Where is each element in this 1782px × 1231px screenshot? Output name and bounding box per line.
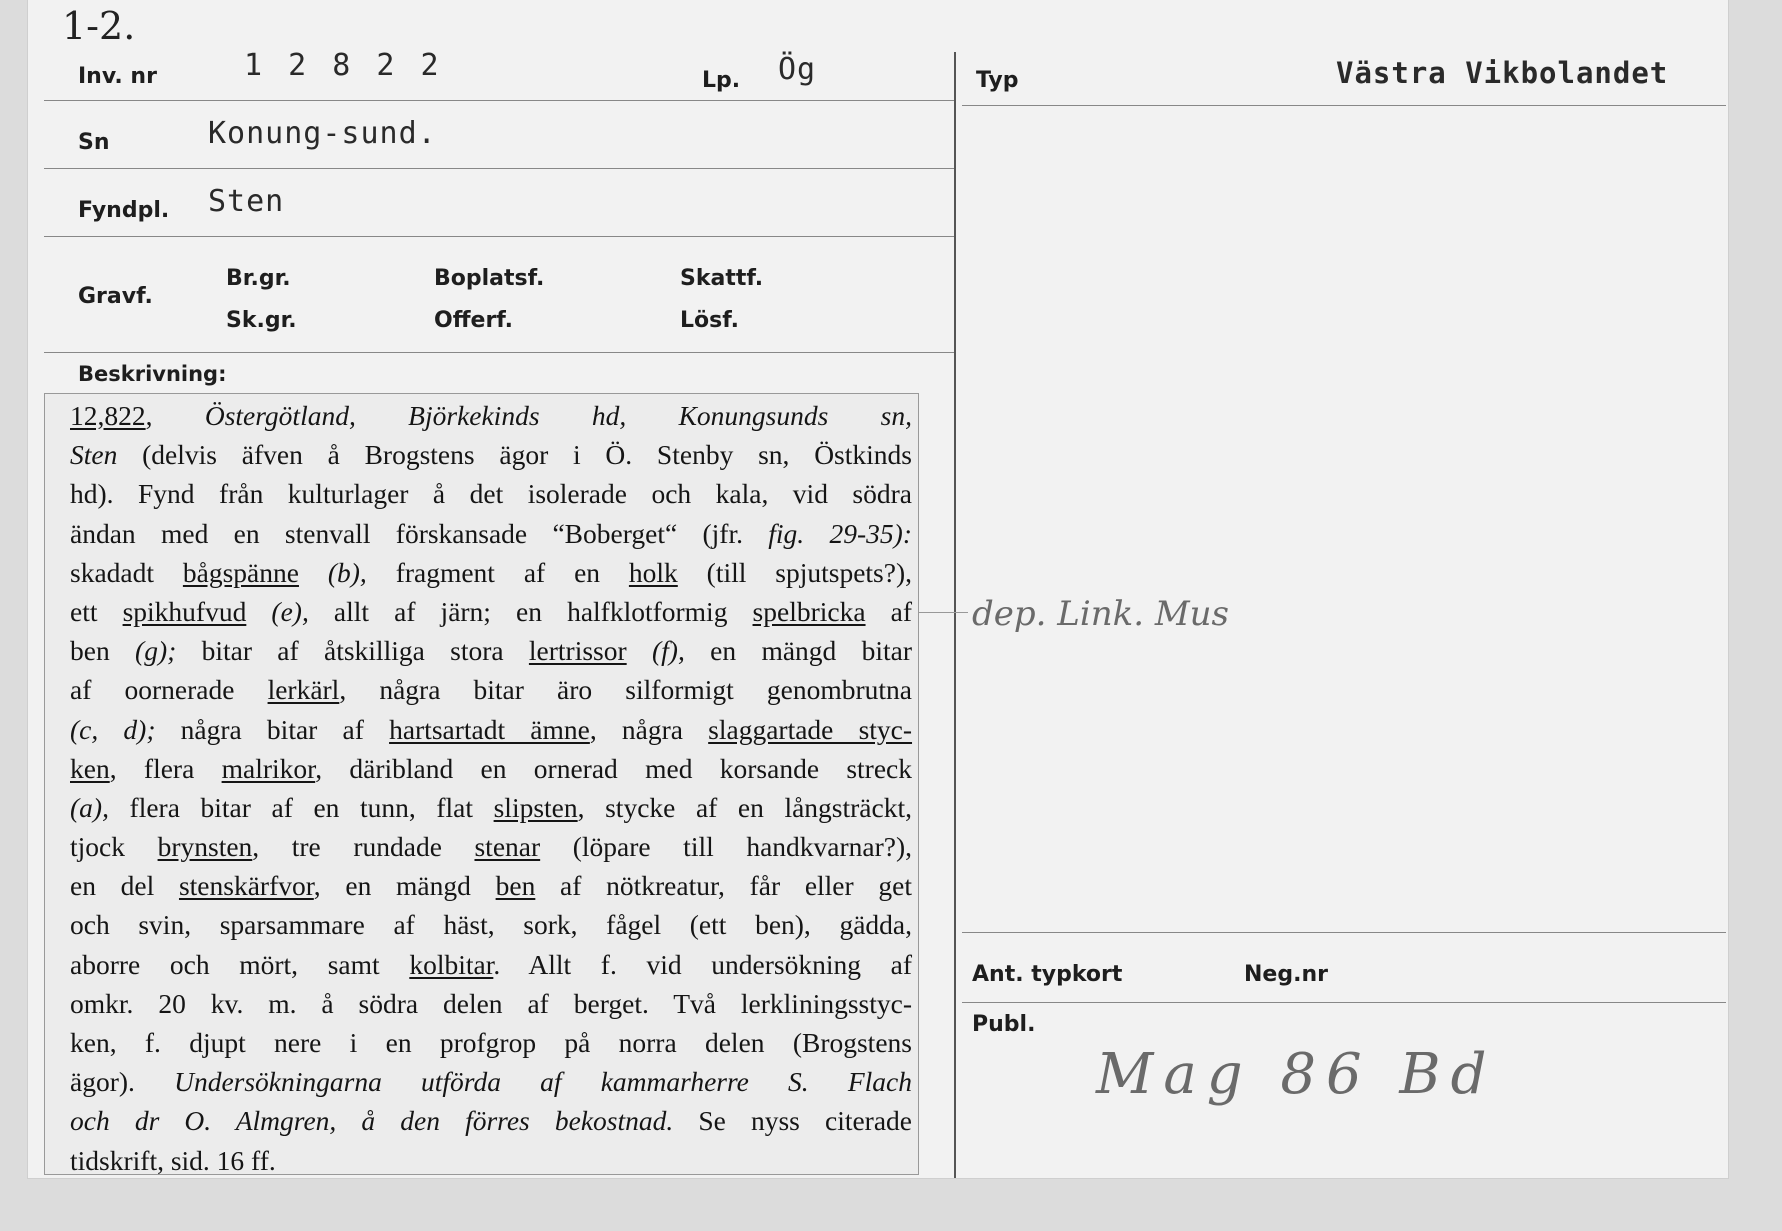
underlined-term: holk <box>628 556 678 588</box>
text-segment: tjock <box>70 831 158 863</box>
text-segment: hd). Fynd från kulturlager å det isolerade och kala, vid södra <box>70 478 912 510</box>
text-segment: (delvis äfven å Brogstens ägor i Ö. Stenby sn, Östkinds <box>117 439 912 471</box>
underlined-term: hartsartadt ämne <box>389 713 590 745</box>
description-line <box>70 827 912 866</box>
row-divider-2 <box>44 168 954 169</box>
ant-typkort-label: Ant. typkort <box>972 962 1123 987</box>
underlined-term: stenskärfvor <box>178 870 314 902</box>
description-line <box>70 514 912 553</box>
neg-nr-label: Neg.nr <box>1244 962 1328 987</box>
text-segment: aborre och mört, samt <box>70 948 410 980</box>
text-segment: , <box>145 400 205 431</box>
corner-note: 1-2. <box>62 4 136 48</box>
description-line <box>70 710 912 749</box>
skattf-label: Skattf. <box>680 266 764 291</box>
description-line <box>70 553 912 592</box>
text-segment: en mängd bitar <box>684 635 913 667</box>
description-line <box>70 631 912 670</box>
underlined-term: lerkärl <box>267 674 340 706</box>
text-segment: Undersökningarna utförda af kammarherre S. Flach <box>174 1066 912 1098</box>
text-segment: (b), <box>327 556 367 588</box>
text-segment: ändan med en stenvall förskansade “Boberget“ (jfr. <box>70 517 769 549</box>
underlined-term: spikhufvud <box>122 595 247 627</box>
underlined-term: 12,822 <box>70 400 146 431</box>
deposit-connector <box>918 612 968 613</box>
description-line <box>70 435 912 474</box>
underlined-term: brynsten <box>157 831 253 863</box>
deposit-note: dep. Link. Mus <box>972 594 1229 634</box>
text-segment: en del <box>70 870 179 902</box>
text-segment: (f), <box>652 635 685 667</box>
typ-label: Typ <box>976 68 1019 93</box>
underlined-term: bågspänne <box>182 556 299 588</box>
skgr-label: Sk.gr. <box>226 308 297 333</box>
text-segment: , flera <box>109 752 222 784</box>
description-line <box>70 749 912 788</box>
text-segment: , stycke af en långsträckt, <box>577 791 912 823</box>
text-segment: af nötkreatur, får eller get <box>535 870 912 902</box>
text-segment: Se nyss citerade <box>673 1105 912 1137</box>
description-line <box>70 670 912 709</box>
underlined-term: slipsten <box>493 791 578 823</box>
text-segment: , några bitar äro silformigt genombrutna <box>339 674 912 706</box>
text-segment: (e), <box>271 595 309 627</box>
text-segment: allt af järn; en halfklotformig <box>308 595 753 627</box>
text-segment: Sten <box>70 439 118 471</box>
text-segment: (till spjutspets?), <box>677 556 912 588</box>
text-segment: , en mängd <box>313 870 496 902</box>
text-segment: bitar af åtskilliga stora <box>176 635 529 667</box>
row-divider-1 <box>44 100 954 101</box>
text-segment <box>299 557 328 588</box>
description-line <box>70 866 912 905</box>
boplatsf-label: Boplatsf. <box>434 266 545 291</box>
text-segment: (löpare till handkvarnar?), <box>540 831 912 863</box>
description-line <box>70 396 912 435</box>
description-line <box>70 592 912 631</box>
text-segment: ett <box>70 595 123 627</box>
text-segment: fig. 29-35): <box>768 517 912 549</box>
text-segment: omkr. 20 kv. m. å södra delen af berget. Två lerkliningsstyc- <box>70 987 912 1019</box>
fyndpl-value: Sten <box>208 184 285 219</box>
text-segment: fragment af en <box>366 556 629 588</box>
text-segment: flera bitar af en tunn, flat <box>108 791 494 823</box>
underlined-term: lertrissor <box>528 635 627 667</box>
text-segment: af <box>865 595 912 627</box>
description-text <box>70 396 912 1180</box>
right-divider-1 <box>962 105 1726 106</box>
description-line <box>70 788 912 827</box>
description-line <box>70 1062 912 1101</box>
text-segment: Östergötland, Björkekinds hd, Konungsunds sn, <box>204 400 912 431</box>
publ-label: Publ. <box>972 1012 1036 1037</box>
text-segment: och dr O. Almgren, å den förres bekostnad. <box>70 1105 674 1137</box>
text-segment: , tre rundade <box>252 831 475 863</box>
lp-value: Ög <box>778 52 817 87</box>
lp-label: Lp. <box>702 68 741 93</box>
sn-label: Sn <box>78 130 110 155</box>
gravf-label: Gravf. <box>78 284 153 309</box>
text-segment: några bitar af <box>155 713 390 745</box>
inv-nr-label: Inv. nr <box>78 64 157 89</box>
text-segment: , däribland en ornerad med korsande streck <box>315 752 912 784</box>
inv-nr-value: 1 2 8 2 2 <box>244 48 443 83</box>
underlined-term: slaggartade styc- <box>708 713 913 745</box>
fyndpl-label: Fyndpl. <box>78 198 170 223</box>
offerf-label: Offerf. <box>434 308 514 333</box>
region-value: Västra Vikbolandet <box>1336 56 1669 90</box>
underlined-term: stenar <box>474 831 541 863</box>
description-line <box>70 905 912 944</box>
right-divider-2 <box>962 932 1726 933</box>
text-segment <box>627 635 652 666</box>
text-segment: (c, d); <box>70 713 156 745</box>
losf-label: Lösf. <box>680 308 739 333</box>
underlined-term: kolbitar <box>409 948 494 980</box>
text-segment: , några <box>589 713 709 745</box>
description-line <box>70 984 912 1023</box>
underlined-term: ken <box>70 752 110 784</box>
column-divider <box>954 52 956 1178</box>
text-segment: (g); <box>135 635 177 667</box>
right-divider-3 <box>962 1002 1726 1003</box>
text-segment: (a), <box>70 791 109 823</box>
description-line <box>70 1023 912 1062</box>
text-segment: och svin, sparsammare af häst, sork, fågel (ett ben), gädda, <box>70 909 912 941</box>
brgr-label: Br.gr. <box>226 266 291 291</box>
description-line <box>70 1141 912 1180</box>
description-line <box>70 945 912 984</box>
text-segment: tidskrift, sid. 16 ff. <box>70 1144 276 1176</box>
underlined-term: malrikor <box>221 752 316 784</box>
text-segment: ägor). <box>70 1066 175 1098</box>
beskrivning-label: Beskrivning: <box>78 362 227 386</box>
text-segment: ben <box>70 635 136 667</box>
description-line <box>70 474 912 513</box>
text-segment: ken, f. djupt nere i en profgrop på norra delen (Brogstens <box>70 1027 912 1058</box>
text-segment: skadadt <box>70 556 183 588</box>
row-divider-4 <box>44 352 954 353</box>
row-divider-3 <box>44 236 954 237</box>
text-segment: . Allt f. vid undersökning af <box>493 948 912 980</box>
underlined-term: spelbricka <box>752 595 866 627</box>
publ-value: Mag 86 Bd <box>1096 1042 1497 1107</box>
text-segment: af oornerade <box>70 674 268 706</box>
sn-value: Konung-sund. <box>208 116 437 151</box>
text-segment <box>246 596 271 627</box>
underlined-term: ben <box>495 870 536 902</box>
description-line <box>70 1101 912 1140</box>
